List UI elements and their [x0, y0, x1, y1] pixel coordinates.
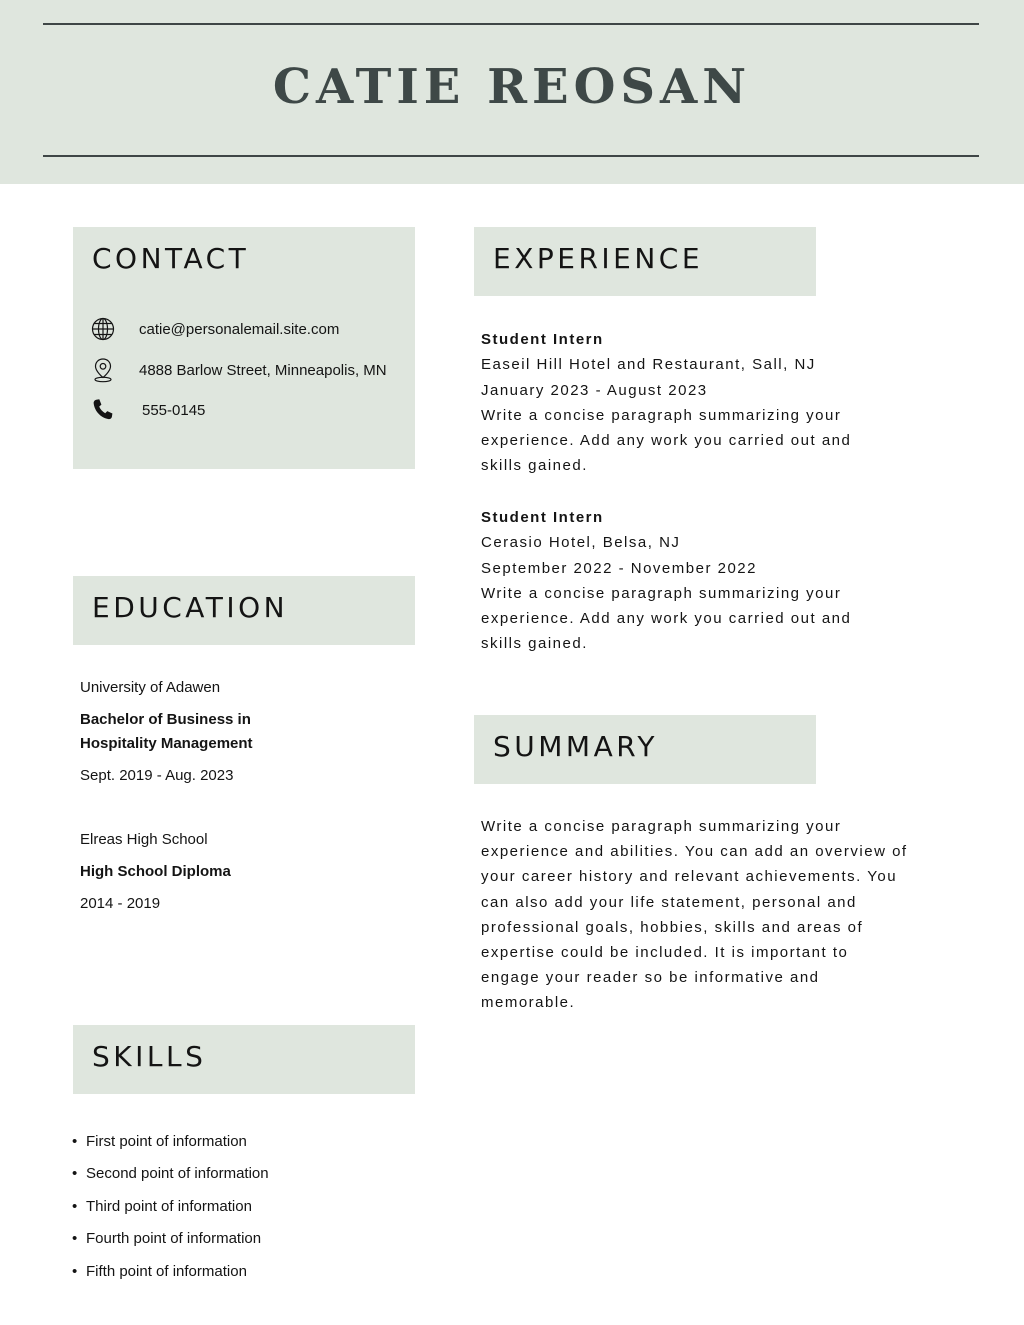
candidate-name: CATIE REOSAN	[272, 59, 752, 115]
bullet-icon: •	[72, 1230, 78, 1248]
summary-line: professional goals, hobbies, skills and areas of	[481, 918, 864, 936]
education-entry-university	[80, 678, 253, 786]
education-degree	[80, 708, 253, 756]
skill-text: Third point of information	[86, 1197, 252, 1215]
skills-heading-box	[73, 1025, 415, 1094]
skills-list	[72, 1126, 269, 1288]
header-rule-top	[43, 23, 979, 25]
contact-phone[interactable]: 555-0145	[142, 401, 206, 419]
job-title: Student Intern	[481, 509, 604, 526]
list-item	[72, 1158, 269, 1190]
list-item	[72, 1191, 269, 1223]
summary-line: expertise could be included. It is important to	[481, 944, 849, 962]
bullet-icon: •	[72, 1165, 78, 1183]
bullet-icon: •	[72, 1197, 78, 1215]
education-dates: Sept. 2019 - Aug. 2023	[80, 767, 234, 784]
list-item	[72, 1256, 269, 1288]
job-dates: September 2022 - November 2022	[481, 559, 757, 577]
job-description-line: experience. Add any work you carried out and	[481, 610, 852, 628]
education-heading-box	[73, 576, 415, 645]
summary-line: can also add your life statement, personal and	[481, 893, 857, 911]
experience-job-1	[481, 327, 851, 479]
summary-line: engage your reader so be informative and	[481, 969, 820, 987]
summary-heading: SUMMARY	[493, 730, 659, 763]
summary-heading-box	[474, 715, 816, 784]
contact-email-row	[90, 316, 340, 342]
list-item	[72, 1223, 269, 1255]
education-school: Elreas High School	[80, 831, 208, 848]
header-banner	[0, 0, 1024, 184]
education-degree-line: Hospitality Management	[80, 735, 253, 752]
contact-address-row	[90, 357, 387, 383]
list-item	[72, 1126, 269, 1158]
skill-text: Fourth point of information	[86, 1230, 262, 1248]
summary-line: Write a concise paragraph summarizing your	[481, 818, 842, 835]
education-entry-highschool	[80, 830, 231, 914]
contact-address: 4888 Barlow Street, Minneapolis, MN	[139, 361, 387, 379]
experience-job-2	[481, 505, 851, 657]
education-heading: EDUCATION	[92, 591, 289, 624]
skills-heading: SKILLS	[92, 1040, 207, 1073]
education-dates: 2014 - 2019	[80, 895, 161, 912]
header-rule-bottom	[43, 155, 979, 157]
job-company: Cerasio Hotel, Belsa, NJ	[481, 534, 681, 552]
education-degree: High School Diploma	[80, 863, 231, 880]
education-school: University of Adawen	[80, 679, 221, 696]
globe-icon	[90, 316, 116, 342]
bullet-icon: •	[72, 1262, 78, 1280]
skill-text: Second point of information	[86, 1165, 269, 1183]
experience-heading-box	[474, 227, 816, 296]
contact-heading: CONTACT	[92, 242, 250, 275]
contact-phone-row	[90, 397, 206, 423]
job-dates: January 2023 - August 2023	[481, 381, 708, 399]
job-description-line: skills gained.	[481, 635, 588, 653]
job-description-line: skills gained.	[481, 457, 588, 475]
summary-line: memorable.	[481, 994, 576, 1012]
job-title: Student Intern	[481, 331, 604, 348]
summary-line: experience and abilities. You can add an overview of	[481, 843, 908, 861]
summary-line: your career history and relevant achievements. You	[481, 868, 898, 886]
job-description-line: Write a concise paragraph summarizing your	[481, 406, 842, 424]
job-company: Easeil Hill Hotel and Restaurant, Sall, NJ	[481, 356, 816, 374]
education-degree-line: Bachelor of Business in	[80, 711, 251, 728]
job-description-line: Write a concise paragraph summarizing your	[481, 584, 842, 602]
job-description-line: experience. Add any work you carried out and	[481, 432, 852, 450]
contact-section	[73, 227, 415, 469]
location-pin-icon	[90, 357, 116, 383]
bullet-icon: •	[72, 1133, 78, 1150]
phone-icon	[90, 397, 116, 423]
summary-paragraph	[481, 814, 951, 1016]
contact-email[interactable]: catie@personalemail.site.com	[139, 320, 340, 338]
skill-text: First point of information	[86, 1133, 247, 1150]
experience-heading: EXPERIENCE	[493, 242, 704, 275]
skill-text: Fifth point of information	[86, 1262, 247, 1280]
